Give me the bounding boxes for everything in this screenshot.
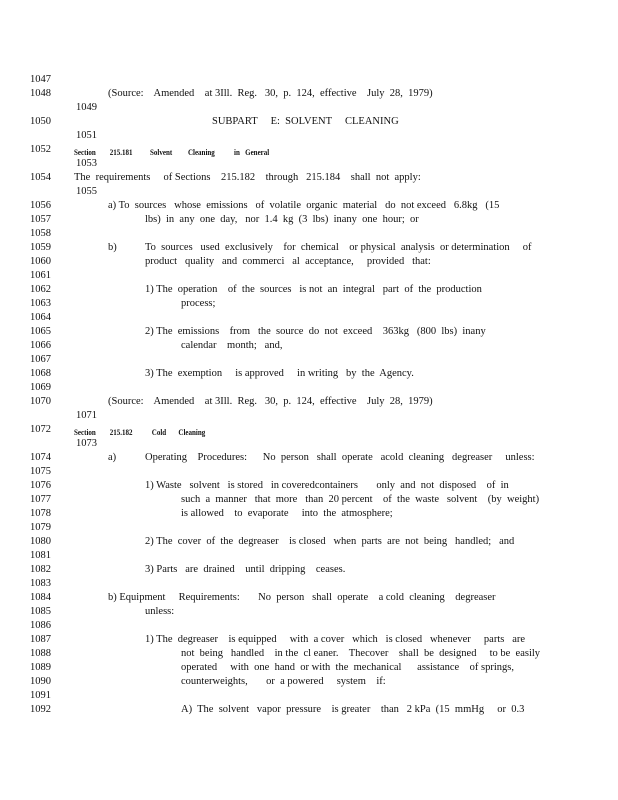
line-number: 1060 — [30, 256, 51, 267]
line-number: 1050 — [30, 116, 51, 127]
line-number: 1079 — [30, 522, 51, 533]
line-number: 1058 — [30, 228, 51, 239]
line-number: 1069 — [30, 382, 51, 393]
body-text: 1) The operation of the sources is not an integral part of the production — [145, 284, 482, 295]
line-number-sub: 1051 — [76, 130, 97, 141]
line-number: 1070 — [30, 396, 51, 407]
section-heading: Section 215.182 Cold Cleaning — [74, 427, 206, 438]
body-text: is allowed to evaporate into the atmosphere; — [181, 508, 393, 519]
subpart-heading: SUBPART E: SOLVENT CLEANING — [212, 116, 399, 127]
line-number: 1065 — [30, 326, 51, 337]
line-number: 1059 — [30, 242, 51, 253]
line-number: 1064 — [30, 312, 51, 323]
line-number: 1057 — [30, 214, 51, 225]
body-text: b) Equipment Requirements: No person shall operate a cold cleaning degreaser — [108, 592, 496, 603]
line-number-sub: 1055 — [76, 186, 97, 197]
body-text: operated with one hand or with the mechanical assistance of springs, — [181, 662, 514, 673]
body-text: unless: — [145, 606, 175, 617]
line-number: 1052 — [30, 144, 51, 155]
line-number: 1066 — [30, 340, 51, 351]
line-number: 1072 — [30, 424, 51, 435]
line-number: 1067 — [30, 354, 51, 365]
line-number: 1092 — [30, 704, 51, 715]
line-number: 1083 — [30, 578, 51, 589]
line-number: 1048 — [30, 88, 51, 99]
body-text: product quality and commerci al acceptance, provided that: — [145, 256, 431, 267]
body-text: To sources used exclusively for chemical or physical analysis or determination of — [145, 242, 532, 253]
line-number: 1087 — [30, 634, 51, 645]
line-number: 1063 — [30, 298, 51, 309]
line-number: 1078 — [30, 508, 51, 519]
line-number: 1062 — [30, 284, 51, 295]
line-number: 1061 — [30, 270, 51, 281]
body-text: Operating Procedures: No person shall operate acold cleaning degreaser unless: — [145, 452, 535, 463]
line-number-sub: 1049 — [76, 102, 97, 113]
body-text: 1) The degreaser is equipped with a cover which is closed whenever parts are — [145, 634, 526, 645]
source-note: (Source: Amended at 3Ill. Reg. 30, p. 124, effective July 28, 1979) — [108, 396, 433, 407]
item-label: b) — [108, 242, 117, 253]
line-number-sub: 1073 — [76, 438, 97, 449]
body-text: a) To sources whose emissions of volatile organic material do not exceed 6.8kg (15 — [108, 200, 500, 211]
line-number: 1054 — [30, 172, 51, 183]
line-number: 1068 — [30, 368, 51, 379]
line-number: 1074 — [30, 452, 51, 463]
body-text: 2) The emissions from the source do not exceed 363kg (800 lbs) inany — [145, 326, 486, 337]
body-text: not being handled in the cl eaner. Thecover shall be designed to be easily — [181, 648, 541, 659]
line-number: 1085 — [30, 606, 51, 617]
line-number: 1088 — [30, 648, 51, 659]
line-number: 1086 — [30, 620, 51, 631]
item-label: a) — [108, 452, 117, 463]
body-text: calendar month; and, — [181, 340, 283, 351]
line-number: 1089 — [30, 662, 51, 673]
line-number: 1077 — [30, 494, 51, 505]
body-text: 1) Waste solvent is stored in coveredcontainers only and not disposed of in — [145, 480, 509, 491]
body-text: such a manner that more than 20 percent of the waste solvent (by weight) — [181, 494, 540, 505]
body-text: counterweights, or a powered system if: — [181, 676, 386, 687]
line-number-sub: 1053 — [76, 158, 97, 169]
line-number: 1091 — [30, 690, 51, 701]
line-number-sub: 1071 — [76, 410, 97, 421]
body-text: A) The solvent vapor pressure is greater than 2 kPa (15 mmHg or 0.3 — [181, 704, 525, 715]
body-text: 2) The cover of the degreaser is closed when parts are not being handled; and — [145, 536, 515, 547]
body-text: The requirements of Sections 215.182 through 215.184 shall not apply: — [74, 172, 421, 183]
body-text: 3) Parts are drained until dripping ceases. — [145, 564, 346, 575]
line-number: 1047 — [30, 74, 51, 85]
line-number: 1075 — [30, 466, 51, 477]
line-number: 1056 — [30, 200, 51, 211]
line-number: 1076 — [30, 480, 51, 491]
line-number: 1082 — [30, 564, 51, 575]
source-note: (Source: Amended at 3Ill. Reg. 30, p. 124, effective July 28, 1979) — [108, 88, 433, 99]
section-heading: Section 215.181 Solvent Cleaning in General — [74, 147, 270, 158]
line-number: 1081 — [30, 550, 51, 561]
line-number: 1090 — [30, 676, 51, 687]
body-text: lbs) in any one day, nor 1.4 kg (3 lbs) inany one hour; or — [145, 214, 419, 225]
body-text: 3) The exemption is approved in writing by the Agency. — [145, 368, 414, 379]
body-text: process; — [181, 298, 216, 309]
line-number: 1084 — [30, 592, 51, 603]
line-number: 1080 — [30, 536, 51, 547]
